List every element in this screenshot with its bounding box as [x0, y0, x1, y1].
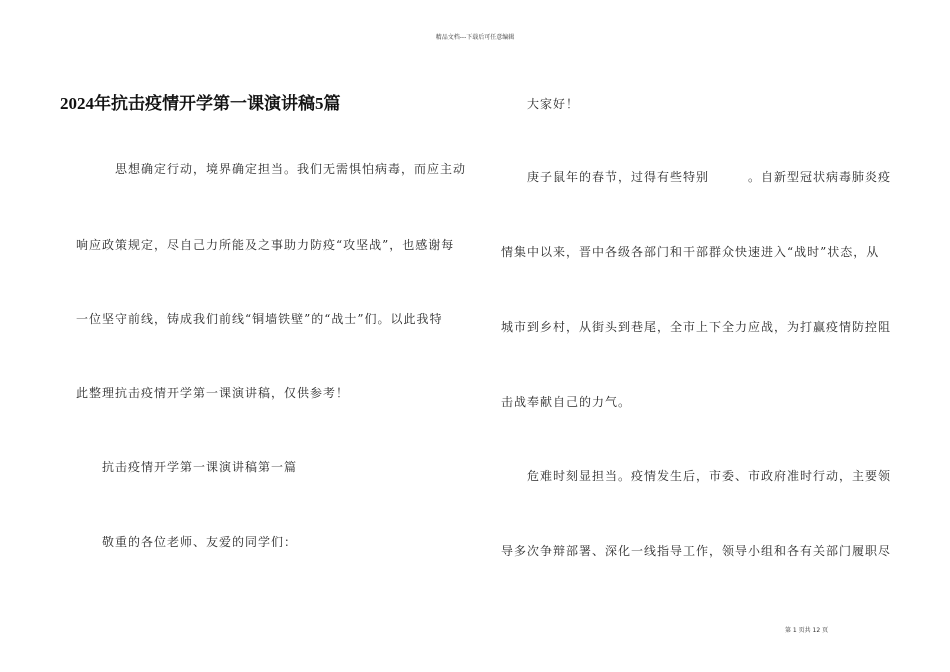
section-heading: 抗击疫情开学第一课演讲稿第一篇: [102, 460, 298, 474]
paragraph-line: 一位坚守前线，铸成我们前线“铜墙铁壁”的“战士”们。以此我特: [76, 312, 443, 326]
paragraph-line: 危难时刻显担当。疫情发生后，市委、市政府准时行动，主要领: [527, 469, 892, 483]
paragraph-line: 城市到乡村，从街头到巷尾，全市上下全力应战，为打赢疫情防控阻: [501, 320, 892, 334]
salutation: 敬重的各位老师、友爱的同学们：: [102, 535, 298, 549]
paragraph-line: 庚子鼠年的春节，过得有些特别 。自新型冠状病毒肺炎疫: [527, 170, 892, 184]
paragraph-line: 响应政策规定，尽自己力所能及之事助力防疫“攻坚战”，也感谢每: [76, 238, 455, 252]
greeting: 大家好！: [527, 97, 580, 111]
paragraph-line: 导多次争辩部署、深化一线指导工作，领导小组和各有关部门履职尽: [501, 544, 892, 558]
header-note: 精品文档---下载后可任意编辑: [435, 34, 515, 41]
paragraph-line: 此整理抗击疫情开学第一课演讲稿，仅供参考！: [76, 386, 350, 400]
page-number: 第 1 页共 12 页: [785, 627, 829, 634]
paragraph-line: 击战奉献自己的力气。: [501, 395, 632, 409]
document-title: 2024年抗击疫情开学第一课演讲稿5篇: [60, 94, 341, 113]
paragraph-line: 思想确定行动，境界确定担当。我们无需惧怕病毒，而应主动: [115, 162, 467, 176]
paragraph-line: 情集中以来，晋中各级各部门和干部群众快速进入“战时”状态，从: [501, 245, 880, 259]
